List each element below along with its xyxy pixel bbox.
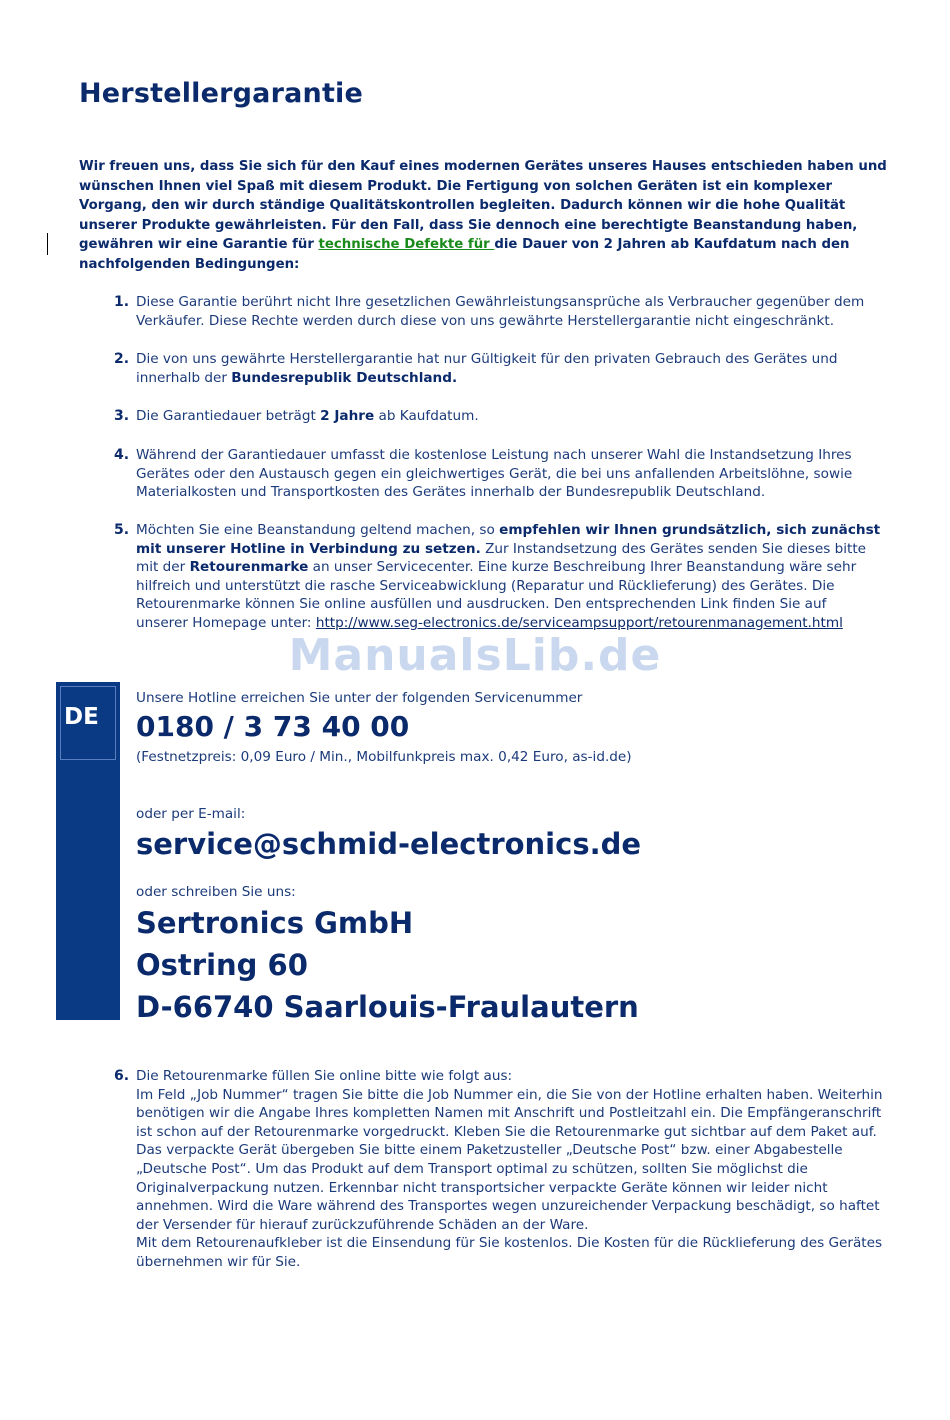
intro-text-a: Wir freuen uns, dass Sie sich für den Kauf eines modernen Gerätes unseres Hauses entschieden haben und wünschen Ihnen viel Spaß mit diesem Produkt. Die Fertigung von solchen Geräten ist ein komplexer Vorgang, den wir durch ständige Qualitätskontrollen begleiten. Dadurch können wir die hohe Qualität unserer Produkte gewährleisten. Für den Fall, dass Sie dennoch eine berechtigte Beanstandung haben, gewähren wir eine Garantie für: [79, 159, 887, 253]
item-text: ab Kaufdatum.: [374, 408, 479, 424]
retouren-link[interactable]: http://www.seg-electronics.de/serviceampsupport/retourenmanagement.html: [315, 614, 843, 631]
item-text: Während der Garantiedauer umfasst die kostenlose Leistung nach unserer Wahl die Instandsetzung Ihres Gerätes oder den Austausch gegen ein gleichwertiges Gerät, die bei uns anfallenden Arbeitslöhne, sowie Materialkosten und Transportkosten des Gerätes innerhalb der Bundesrepublik Deutschland.: [136, 447, 853, 501]
country-band: [56, 682, 120, 1020]
item-number: 1.: [114, 294, 130, 310]
list-item-5: [114, 521, 881, 633]
text-cursor: [47, 233, 48, 255]
city-address: D-66740 Saarlouis-Fraulautern: [136, 990, 639, 1024]
item-number: 6.: [114, 1068, 130, 1084]
list-item-2: [114, 350, 881, 387]
company-name: Sertronics GmbH: [136, 906, 414, 940]
item-bold: Retourenmarke: [189, 559, 309, 576]
item-number: 5.: [114, 522, 130, 538]
page-title: Herstellergarantie: [79, 78, 364, 109]
item-text: Die Retourenmarke füllen Sie online bitte wie folgt aus:: [136, 1068, 513, 1084]
item-text: Im Feld „Job Nummer“ tragen Sie bitte die Job Nummer ein, die Sie von der Hotline erhalten haben. Weiterhin benötigen wir die Angabe Ihres kompletten Namen mit Anschrift und Postleitzahl ein. Die Empfängeranschrift ist schon auf der Retourenmarke vorgedruckt. Kleben Sie die Retourenmarke gut sichtbar auf dem Paket auf. Das verpackte Gerät übergeben Sie bitte einem Paketzusteller „Deutsche Post“ bzw. einer Abgabestelle „Deutsche Post“. Um das Produkt auf dem Transport optimal zu schützen, sollten Sie möglichst die Originalverpackung nutzen. Erkennbar nicht transportsicher verpackte Geräte können wir leider nicht annehmen. Wird die Ware während des Transportes wegen unzureichender Verpackung beschädigt, so haftet der Versender für hierauf zurückzuführende Schäden an der Ware.: [136, 1086, 883, 1233]
country-label: DE: [64, 704, 99, 730]
item-text: an unser Servicecenter. Eine kurze Beschreibung Ihrer Beanstandung wäre sehr hilfreich und unterstützt die rasche Serviceabwicklung (Reparatur und Rücklieferung) des Gerätes. Die Retourenmarke können Sie online ausfüllen und ausdrucken. Den entsprechenden Link finden Sie auf unserer Homepage unter:: [136, 559, 857, 631]
item-bold: empfehlen wir Ihnen grundsätzlich, sich zunächst mit unserer Hotline in Verbindung zu setzen.: [136, 522, 881, 557]
item-number: 2.: [114, 351, 130, 367]
intro-link[interactable]: technische Defekte für: [318, 237, 495, 253]
email-address[interactable]: service@schmid-electronics.de: [136, 827, 642, 861]
list-item-1: [114, 293, 881, 330]
intro-text-b: die Dauer von 2 Jahren ab Kaufdatum nach den nachfolgenden Bedingungen:: [79, 237, 850, 272]
item-text: Diese Garantie berührt nicht Ihre gesetzlichen Gewährleistungsansprüche als Verbraucher gegenüber dem Verkäufer. Diese Rechte werden durch diese von uns gewährte Herstellergarantie nicht eingeschränkt.: [136, 294, 865, 329]
item-text: Mit dem Retourenaufkleber ist die Einsendung für Sie kostenlos. Die Kosten für die Rücklieferung des Gerätes übernehmen wir für Sie.: [136, 1235, 883, 1270]
list-item-6: [114, 1067, 888, 1272]
item-number: 3.: [114, 408, 130, 424]
item-text: Möchten Sie eine Beanstandung geltend machen, so: [136, 522, 500, 538]
email-intro: oder per E-mail:: [136, 806, 246, 822]
item-text: Zur Instandsetzung des Gerätes senden Sie dieses bitte mit der: [136, 540, 867, 576]
item-bold: 2 Jahre: [320, 408, 375, 424]
intro-paragraph: [79, 157, 889, 275]
list-item-3: [114, 407, 881, 426]
street-address: Ostring 60: [136, 948, 308, 982]
item-number: 4.: [114, 447, 130, 463]
post-intro: oder schreiben Sie uns:: [136, 884, 296, 900]
hotline-number: 0180 / 3 73 40 00: [136, 710, 410, 743]
watermark: ManualsLib.de: [288, 630, 662, 681]
list-item-4: [114, 446, 881, 502]
item-bold: Bundesrepublik Deutschland.: [231, 369, 458, 386]
item-text: Die von uns gewährte Herstellergarantie hat nur Gültigkeit für den privaten Gebrauch des Gerätes und innerhalb der: [136, 351, 838, 386]
price-note: (Festnetzpreis: 0,09 Euro / Min., Mobilfunkpreis max. 0,42 Euro, as-id.de): [136, 749, 632, 765]
item-text: Die Garantiedauer beträgt: [136, 408, 321, 424]
hotline-intro: Unsere Hotline erreichen Sie unter der folgenden Servicenummer: [136, 690, 583, 706]
